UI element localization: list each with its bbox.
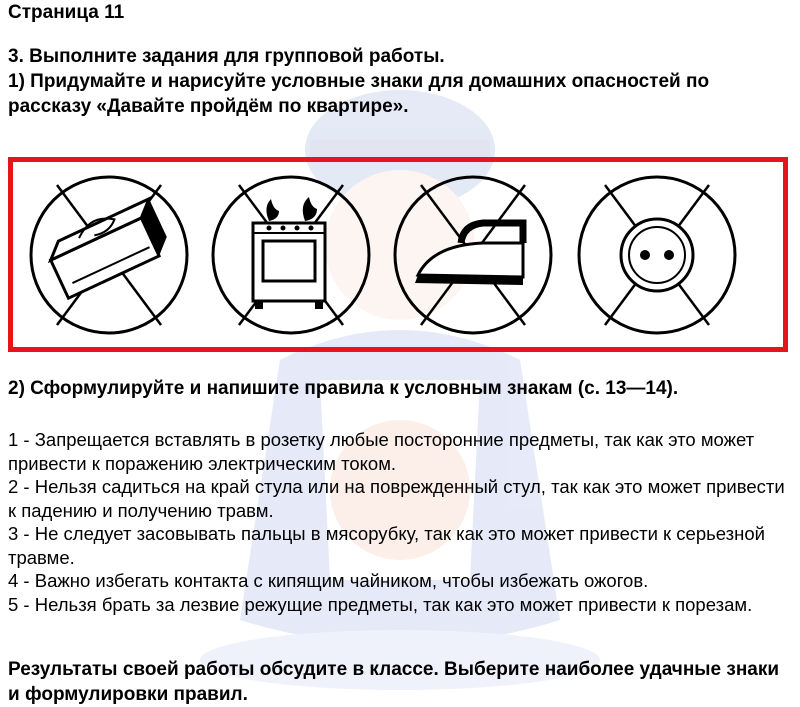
rule-item: 3 - Не следует засовывать пальцы в мясорубку, так как это может привести к серьезной травме. [8,523,765,568]
socket-icon [579,177,735,333]
task-heading [8,44,788,119]
closing-note: Результаты своей работы обсудите в классе. Выберите наиболее удачные знаки и формулировки правил. [8,659,780,705]
rules-list [8,428,788,616]
page-title: Страница 11 [8,2,125,23]
subtask-heading: 2) Сформулируйте и напишите правила к условным знакам (с. 13—14). [8,378,679,399]
matchbox-icon [31,177,187,333]
task-heading-line1: 3. Выполните задания для групповой работы. [8,46,445,67]
rule-item: 5 - Нельзя брать за лезвие режущие предметы, так как это может привести к порезам. [8,593,753,615]
warning-signs-panel [8,157,788,352]
stove-icon [213,177,369,333]
task-heading-line2: 1) Придумайте и нарисуйте условные знаки для домашних опасностей по рассказу «Давайте пройдём по квартире». [8,71,710,117]
rule-item: 2 - Нельзя садиться на край стула или на поврежденный стул, так как это может привести к падению и получению травм. [8,476,785,521]
rule-item: 1 - Запрещается вставлять в розетку любые посторонние предметы, так как это может привести к поражению электрическим током. [8,429,755,474]
rule-item: 4 - Важно избегать контакта с кипящим чайником, чтобы избежать ожогов. [8,570,649,591]
warning-signs-row [13,162,783,347]
iron-icon [395,177,551,333]
